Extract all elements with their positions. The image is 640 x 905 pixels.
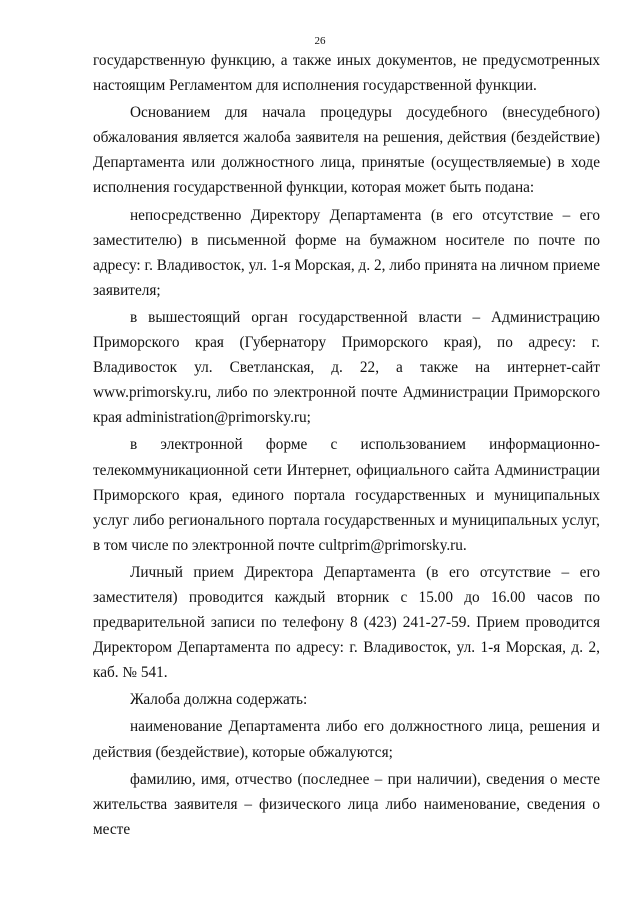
- paragraph-appeal-basis: Основанием для начала процедуры досудебного (внесудебного) обжалования является жалоба заявителя на решения, действия (бездействие) Департамента или должностного лица, принятые (осуществляемые) в ходе исполнения государственной функции, которая может быть подана:: [93, 104, 600, 197]
- paragraph-electronic-form: в электронной форме с использованием информационно-телекоммуникационной сети Интернет, официального сайта Администрации Приморского края, единого портала государственных и муниципальных услуг либо регионального портала государственных и муниципальных услуг, в том числе по электронной почте cultprim@primorsky.ru.: [93, 436, 600, 554]
- page-number: 26: [314, 35, 326, 47]
- paragraph-personal-reception: Личный прием Директора Департамента (в его отсутствие – его заместителя) проводится каждый вторник с 15.00 до 16.00 часов по предварительной записи по телефону 8 (423) 241-27-59. Прием проводится Директором Департамента по адресу: г. Владивосток, ул. 1-я Морская, д. 2, каб. № 541.: [93, 563, 600, 682]
- paragraph-director-submission: непосредственно Директору Департамента (в его отсутствие – его заместителю) в письменной форме на бумажном носителе по почте по адресу: г. Владивосток, ул. 1-я Морская, д. 2, либо принята на личном приеме заявителя;: [93, 206, 600, 299]
- paragraph-complaint-contents: Жалоба должна содержать:: [130, 691, 308, 709]
- paragraph-applicant-details: фамилию, имя, отчество (последнее – при наличии), сведения о месте жительства заявителя – физического лица либо наименование, сведения о месте: [93, 770, 600, 838]
- document-body: [93, 48, 600, 842]
- paragraph-continuation: государственную функцию, а также иных документов, не предусмотренных настоящим Регламентом для исполнения государственной функции.: [93, 52, 600, 95]
- paragraph-higher-authority: в вышестоящий орган государственной власти – Администрацию Приморского края (Губернатору Приморского края), по адресу: г. Владивосток ул. Светланская, д. 22, а также на интернет-сайт www.primorsky.ru, либо по электронной почте Администрации Приморского края administration@primorsky.ru;: [93, 308, 600, 427]
- paragraph-department-name: наименование Департамента либо его должностного лица, решения и действия (бездействие), которые обжалуются;: [93, 718, 600, 761]
